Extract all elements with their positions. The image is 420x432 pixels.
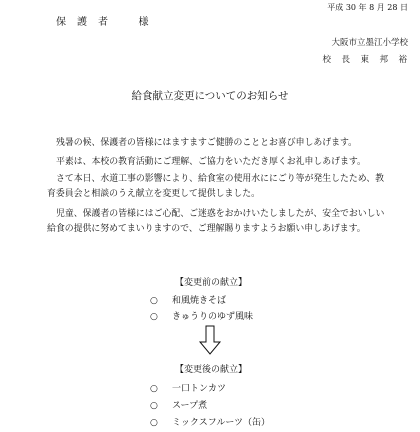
menu-item-label: 一口トンカツ bbox=[172, 384, 227, 394]
menu-after-heading: 【変更後の献立】 bbox=[175, 365, 248, 375]
menu-after-item bbox=[150, 381, 226, 394]
bullet-circle: ○ bbox=[150, 401, 158, 411]
body-paragraph-4: 児童、保護者の皆様にはご心配、ご迷惑をおかけいたしましたが、安全でおいしい給食の提供に努めてまいりますので、ご理解賜りますようお願い申しあげます。 bbox=[47, 209, 385, 234]
school-name: 大阪市立墨江小学校 bbox=[331, 38, 408, 48]
body-paragraph-1: 残暑の候、保護者の皆様にはますますご健勝のこととお喜び申しあげます。 bbox=[56, 138, 358, 148]
bullet-circle: ○ bbox=[150, 312, 158, 322]
addressee-honorific: 様 bbox=[138, 17, 149, 28]
menu-item-label: きゅうりのゆず風味 bbox=[172, 312, 254, 322]
menu-after-item bbox=[150, 398, 207, 411]
menu-before-item bbox=[150, 309, 253, 322]
addressee bbox=[56, 13, 149, 28]
bullet-circle: ○ bbox=[150, 418, 158, 428]
menu-before-item bbox=[150, 293, 226, 306]
menu-item-label: 和風焼きそば bbox=[172, 296, 227, 306]
body-paragraph-3: さて本日、水道工事の影響により、給食室の使用水ににごり等が発生したため、教育委員会と相談のうえ献立を変更して提供しました。 bbox=[47, 174, 385, 199]
bullet-circle: ○ bbox=[150, 296, 158, 306]
addressee-name: 保 護 者 bbox=[56, 17, 109, 28]
principal-name: 校 長 東 邦 裕 bbox=[322, 55, 408, 65]
menu-item-label: スープ煮 bbox=[172, 401, 208, 411]
body-paragraph-2: 平素は、本校の教育活動にご理解、ご協力をいただき厚くお礼申しあげます。 bbox=[56, 157, 366, 167]
document-title: 給食献立変更についてのお知らせ bbox=[131, 90, 289, 102]
menu-before-heading: 【変更前の献立】 bbox=[175, 278, 248, 288]
menu-after-item bbox=[150, 415, 270, 428]
document-date: 平成 30 年 8 月 28 日 bbox=[327, 3, 408, 12]
bullet-circle: ○ bbox=[150, 384, 158, 394]
down-arrow-icon bbox=[198, 325, 222, 355]
menu-item-label: ミックスフルーツ（缶） bbox=[172, 418, 271, 428]
